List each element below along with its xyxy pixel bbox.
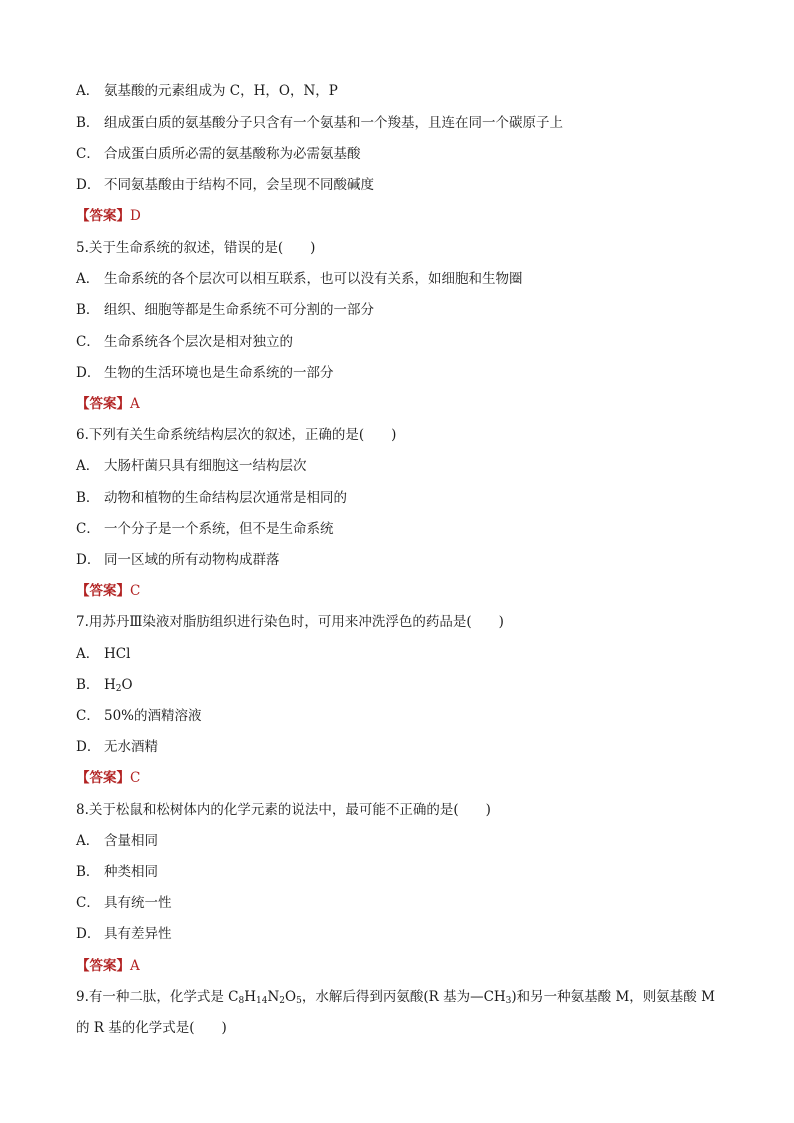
answer-value: A xyxy=(130,396,140,412)
q5-option-b xyxy=(76,301,754,319)
option-formula-h: H xyxy=(104,677,116,693)
option-text: 同一区域的所有动物构成群落 xyxy=(104,552,280,568)
option-text: 含量相同 xyxy=(104,833,158,849)
option-letter: B． xyxy=(76,490,100,506)
q8-option-c xyxy=(76,894,754,912)
option-text: 种类相同 xyxy=(104,864,158,880)
option-letter: C． xyxy=(76,146,100,162)
q6-answer xyxy=(76,582,754,600)
q7-option-c xyxy=(76,707,754,725)
option-text: 氨基酸的元素组成为 C，H，O，N，P xyxy=(104,83,338,99)
q5-answer xyxy=(76,395,754,413)
q6-option-a xyxy=(76,457,754,475)
option-text: 50%的酒精溶液 xyxy=(104,708,202,724)
q8-answer xyxy=(76,957,754,975)
option-letter: B． xyxy=(76,302,100,318)
option-letter: A． xyxy=(76,271,100,287)
answer-value: D xyxy=(130,208,141,224)
formula-sub: 8 xyxy=(238,996,245,1006)
formula-sub: 14 xyxy=(256,996,268,1006)
option-text: HCl xyxy=(104,646,131,662)
option-letter: C． xyxy=(76,708,100,724)
q4-option-b xyxy=(76,114,754,132)
option-formula-o: O xyxy=(121,677,133,693)
q6-option-b xyxy=(76,489,754,507)
q7-option-d xyxy=(76,738,754,756)
formula-sub: 5 xyxy=(296,996,302,1006)
q4-answer xyxy=(76,207,754,225)
option-letter: B． xyxy=(76,677,100,693)
option-text: 生物的生活环境也是生命系统的一部分 xyxy=(104,365,334,381)
answer-label: 【答案】 xyxy=(76,958,130,974)
q4-option-c xyxy=(76,145,754,163)
option-text: 合成蛋白质所必需的氨基酸称为必需氨基酸 xyxy=(104,146,361,162)
q7-stem: 7.用苏丹Ⅲ染液对脂肪组织进行染色时，可用来冲洗浮色的药品是( ) xyxy=(76,614,504,630)
q9-stem-line1 xyxy=(76,988,754,1006)
option-letter: A． xyxy=(76,833,100,849)
q8-option-a xyxy=(76,832,754,850)
q7-option-b xyxy=(76,676,754,694)
option-text: 无水酒精 xyxy=(104,739,158,755)
q4-option-a xyxy=(76,82,754,100)
answer-label: 【答案】 xyxy=(76,396,130,412)
option-text: 生命系统各个层次是相对独立的 xyxy=(104,334,293,350)
option-letter: A． xyxy=(76,83,100,99)
option-letter: C． xyxy=(76,521,100,537)
option-text: 具有统一性 xyxy=(104,895,172,911)
answer-value: C xyxy=(130,770,141,786)
q9-stem-part2: ，水解后得到丙氨酸(R 基为—CH xyxy=(301,989,506,1005)
option-text: 不同氨基酸由于结构不同，会呈现不同酸碱度 xyxy=(104,177,374,193)
q5-option-c xyxy=(76,333,754,351)
formula-element: N xyxy=(267,989,280,1005)
option-letter: D． xyxy=(76,926,101,942)
formula-element: O xyxy=(285,989,297,1005)
q8-stem: 8.关于松鼠和松树体内的化学元素的说法中，最可能不正确的是( ) xyxy=(76,802,491,818)
option-letter: D． xyxy=(76,552,101,568)
formula-sub: 3 xyxy=(505,996,512,1006)
q8-option-b xyxy=(76,863,754,881)
q8-option-d xyxy=(76,925,754,943)
option-text: 组织、细胞等都是生命系统不可分割的一部分 xyxy=(104,302,374,318)
option-letter: D． xyxy=(76,177,101,193)
option-text: 一个分子是一个系统，但不是生命系统 xyxy=(104,521,334,537)
q9-stem-line2: 的 R 基的化学式是( ) xyxy=(76,1020,227,1036)
option-letter: B． xyxy=(76,115,100,131)
option-letter: C． xyxy=(76,334,100,350)
q6-option-c xyxy=(76,520,754,538)
option-text: 具有差异性 xyxy=(104,926,172,942)
q5-option-a xyxy=(76,270,754,288)
answer-value: C xyxy=(130,583,141,599)
option-letter: D． xyxy=(76,739,101,755)
formula-element: H xyxy=(244,989,257,1005)
option-formula-sub: 2 xyxy=(115,684,122,694)
formula-sub: 2 xyxy=(279,996,286,1006)
option-letter: A． xyxy=(76,458,100,474)
option-letter: B． xyxy=(76,864,100,880)
option-text: 生命系统的各个层次可以相互联系，也可以没有关系，如细胞和生物圈 xyxy=(104,271,523,287)
option-letter: A． xyxy=(76,646,100,662)
answer-label: 【答案】 xyxy=(76,208,130,224)
answer-label: 【答案】 xyxy=(76,770,130,786)
option-text: 大肠杆菌只具有细胞这一结构层次 xyxy=(104,458,307,474)
option-text: 动物和植物的生命结构层次通常是相同的 xyxy=(104,490,347,506)
answer-value: A xyxy=(130,958,140,974)
q5-option-d xyxy=(76,364,754,382)
q6-option-d xyxy=(76,551,754,569)
option-text: 组成蛋白质的氨基酸分子只含有一个氨基和一个羧基，且连在同一个碳原子上 xyxy=(104,115,563,131)
answer-label: 【答案】 xyxy=(76,583,130,599)
q7-answer xyxy=(76,769,754,787)
option-letter: D． xyxy=(76,365,101,381)
option-letter: C． xyxy=(76,895,100,911)
q9-stem-part1: 9.有一种二肽，化学式是 C xyxy=(76,989,239,1005)
q6-stem: 6.下列有关生命系统结构层次的叙述，正确的是( ) xyxy=(76,427,397,443)
q9-stem-part3: )和另一种氨基酸 M，则氨基酸 M xyxy=(511,989,715,1005)
q5-stem: 5.关于生命系统的叙述，错误的是( ) xyxy=(76,240,316,256)
q7-option-a xyxy=(76,645,754,663)
q4-option-d xyxy=(76,176,754,194)
